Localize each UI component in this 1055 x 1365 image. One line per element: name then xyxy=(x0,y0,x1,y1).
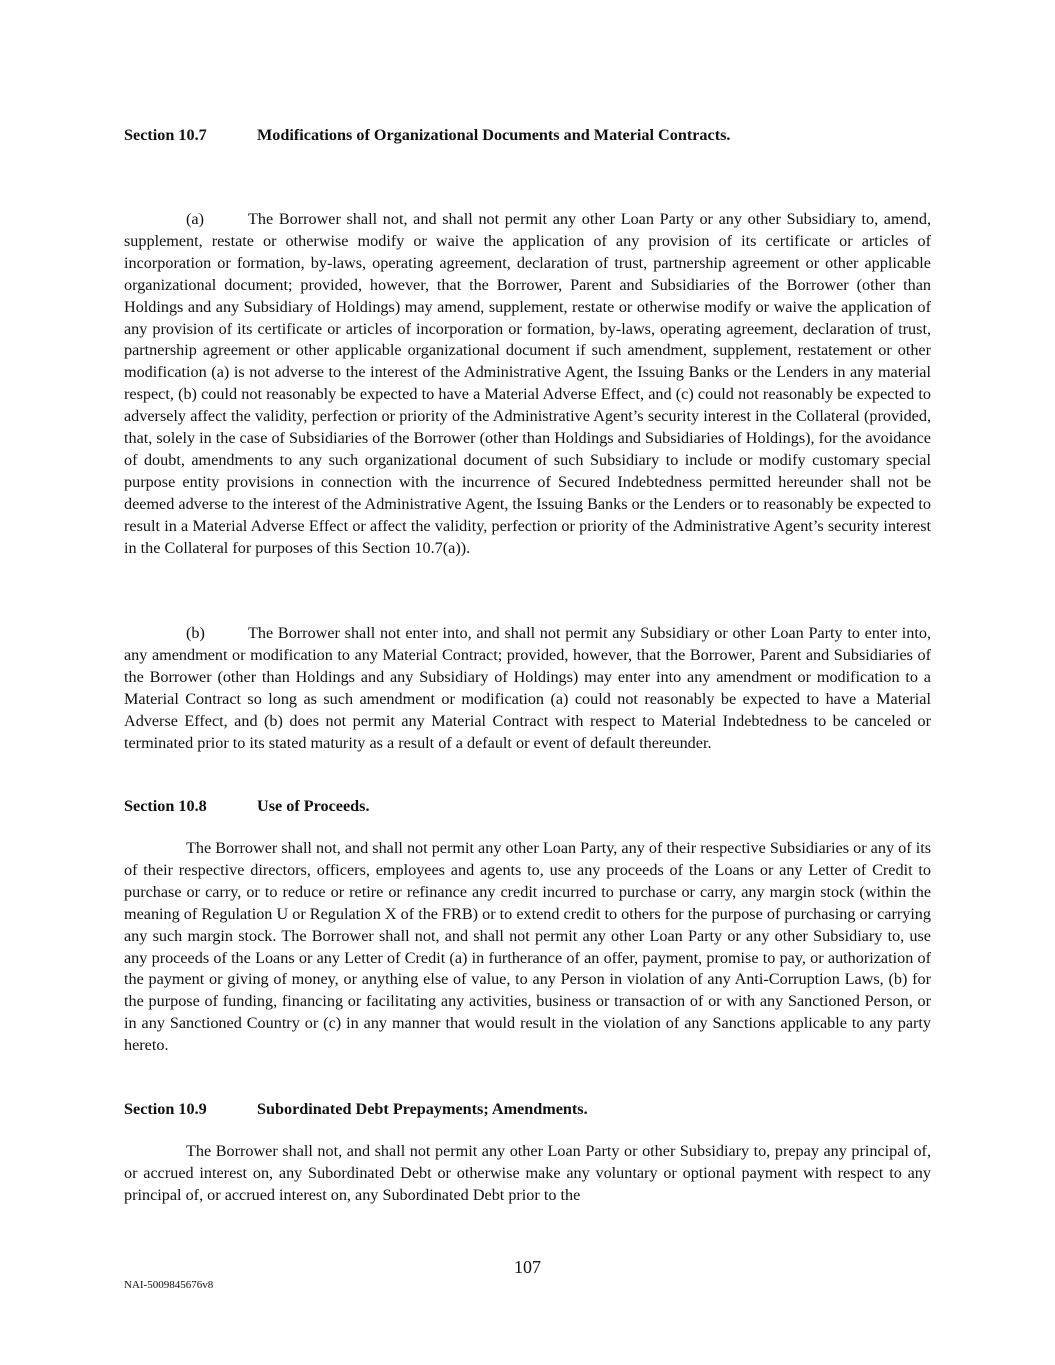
section-number: Section 10.9 xyxy=(124,1100,207,1118)
section-10-7-paragraph-b xyxy=(124,623,931,754)
section-title: Modifications of Organizational Documents and Material Contracts. xyxy=(257,126,731,144)
section-10-7-heading xyxy=(124,124,730,146)
section-10-8-heading xyxy=(124,795,370,817)
page-number: 107 xyxy=(514,1257,541,1277)
paragraph-text: The Borrower shall not, and shall not permit any other Loan Party, any of their respective Subsidiaries or any of its of their respective directors, officers, employees and agents to, use any proceeds of the Loans or any Letter of Credit to purchase or carry, or to reduce or retire or refinance any credit incurred to purchase or carry, any margin stock (within the meaning of Regulation U or Regulation X of the FRB) or to extend credit to others for the purpose of purchasing or carrying any such margin stock. The Borrower shall not, and shall not permit any other Loan Party or any other Subsidiary to, use any proceeds of the Loans or any Letter of Credit (a) in furtherance of an offer, payment, promise to pay, or authorization of the payment or giving of money, or anything else of value, to any Person in violation of any Anti-Corruption Laws, (b) for the purpose of funding, financing or facilitating any activities, business or transaction of or with any Sanctioned Person, or in any Sanctioned Country or (c) in any manner that would result in the violation of any Sanctions applicable to any party hereto. xyxy=(124,839,931,1055)
section-10-8-paragraph xyxy=(124,838,931,1057)
document-id: NAI-5009845676v8 xyxy=(124,1279,214,1291)
section-number: Section 10.7 xyxy=(124,126,207,144)
paragraph-text: The Borrower shall not, and shall not permit any other Loan Party or other Subsidiary to, prepay any principal of, or accrued interest on, any Subordinated Debt or otherwise make any voluntary or optional payment with respect to any principal of, or accrued interest on, any Subordinated Debt prior to the xyxy=(124,1142,931,1204)
paragraph-text: The Borrower shall not, and shall not permit any other Loan Party or any other Subsidiary to, amend, supplement, restate or otherwise modify or waive the application of any provision of its certificate or articles of incorporation or formation, by-laws, operating agreement, declaration of trust, partnership agreement or other applicable organizational document; provided, however, that the Borrower, Parent and Subsidiaries of the Borrower (other than Holdings and any Subsidiary of Holdings) may amend, supplement, restate or otherwise modify or waive the application of any provision of its certificate or articles of incorporation or formation, by-laws, operating agreement, declaration of trust, partnership agreement or other applicable organizational document if such amendment, supplement, restatement or other modification (a) is not adverse to the interest of the Administrative Agent, the Issuing Banks or the Lenders in any material respect, (b) could not reasonably be expected to have a Material Adverse Effect, and (c) could not reasonably be expected to adversely affect the validity, perfection or priority of the Administrative Agent’s security interest in the Collateral (provided, that, solely in the case of Subsidiaries of the Borrower (other than Holdings and Subsidiaries of Holdings), for the avoidance of doubt, amendments to any such organizational document of such Subsidiary to include or modify customary special purpose entity provisions in connection with the incurrence of Secured Indebtedness permitted hereunder shall not be deemed adverse to the interest of the Administrative Agent, the Issuing Banks or the Lenders or to reasonably be expected to result in a Material Adverse Effect or affect the validity, perfection or priority of the Administrative Agent’s security interest in the Collateral for purposes of this Section 10.7(a)). xyxy=(124,210,931,557)
section-title: Use of Proceeds. xyxy=(257,797,370,815)
section-10-9-heading xyxy=(124,1098,588,1120)
section-number: Section 10.8 xyxy=(124,797,207,815)
paragraph-label: (b) xyxy=(186,624,205,642)
paragraph-label: (a) xyxy=(186,210,204,228)
paragraph-text: The Borrower shall not enter into, and shall not permit any Subsidiary or other Loan Party to enter into, any amendment or modification to any Material Contract; provided, however, that the Borrower, Parent and Subsidiaries of the Borrower (other than Holdings and any Subsidiary of Holdings) may enter into any amendment or modification to a Material Contract so long as such amendment or modification (a) could not reasonably be expected to have a Material Adverse Effect, and (b) does not permit any Material Contract with respect to Material Indebtedness to be canceled or terminated prior to its stated maturity as a result of a default or event of default thereunder. xyxy=(124,624,931,752)
section-10-7-paragraph-a xyxy=(124,209,931,560)
section-title: Subordinated Debt Prepayments; Amendments. xyxy=(257,1100,588,1118)
section-10-9-paragraph xyxy=(124,1141,931,1207)
